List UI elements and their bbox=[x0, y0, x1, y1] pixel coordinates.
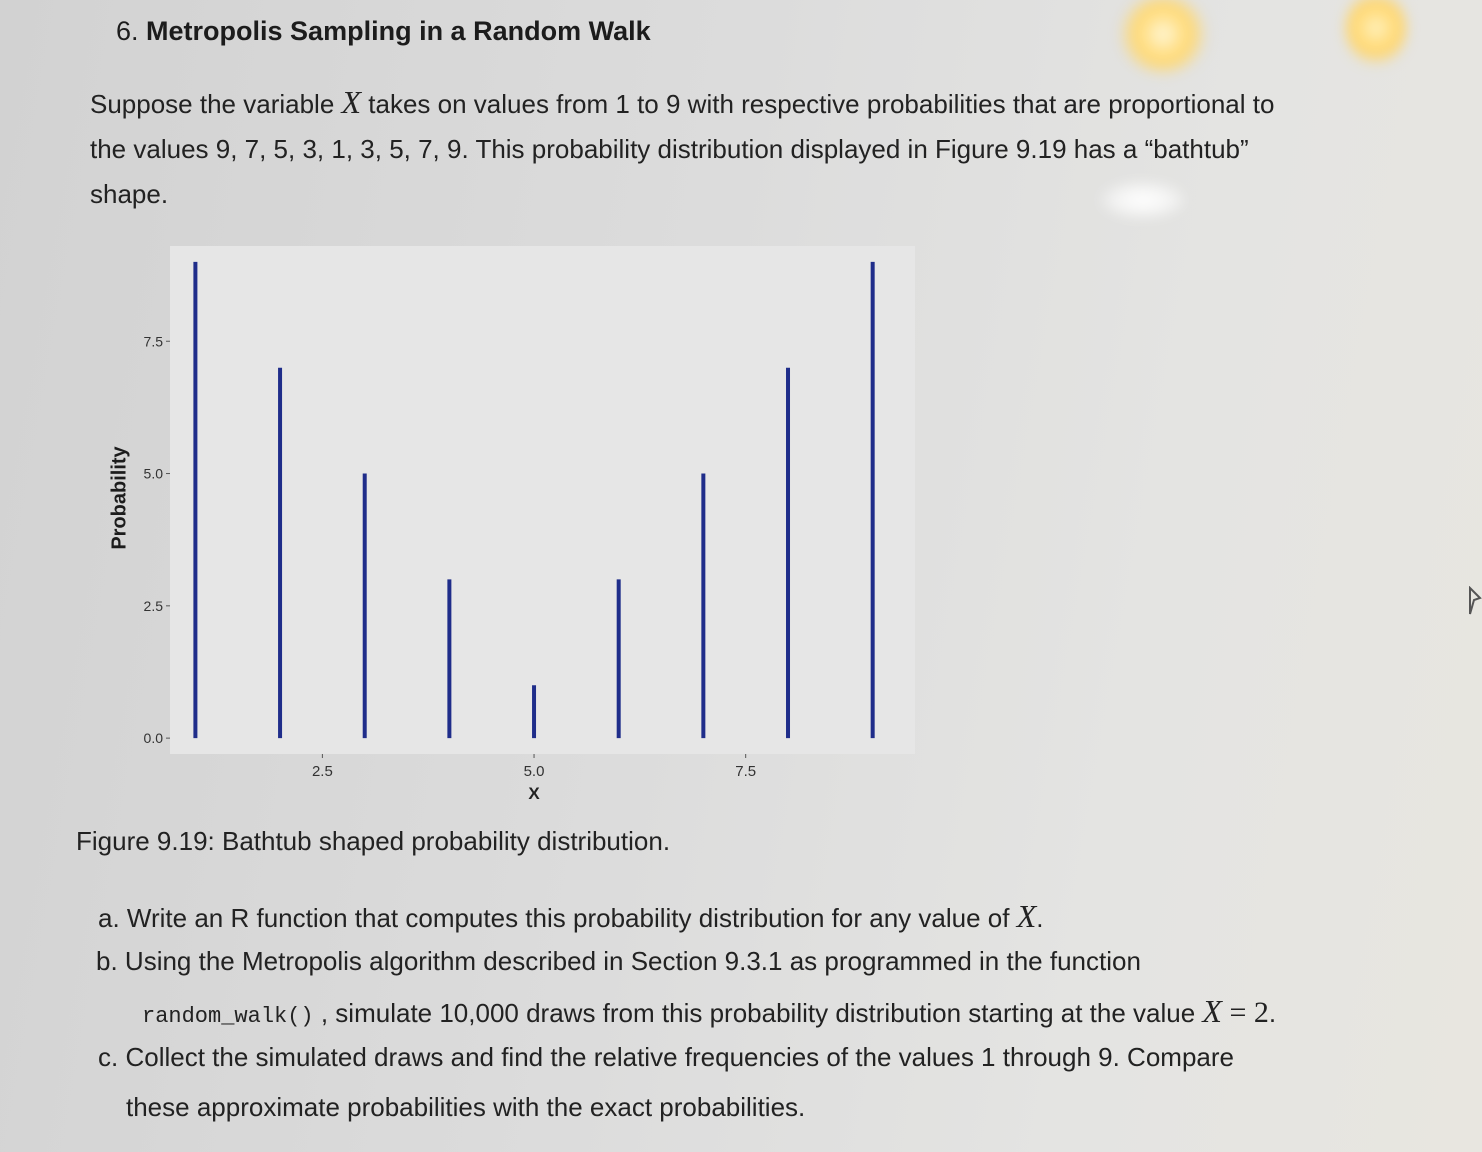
x-tick-label: 2.5 bbox=[311, 763, 333, 780]
x-tick-label: 5.0 bbox=[523, 763, 545, 780]
y-tick-label: 2.5 bbox=[143, 597, 163, 614]
intro-line-1: Suppose the variable X takes on values from 1 to 9 with respective probabilities that are proportional to bbox=[90, 84, 1275, 120]
x-tick-label: 7.5 bbox=[735, 763, 757, 780]
question-b-line-2: random_walk() , simulate 10,000 draws from this probability distribution starting at the value X = 2. bbox=[142, 993, 1277, 1029]
question-b-marker: b. bbox=[96, 946, 118, 976]
section-number: 6. bbox=[116, 16, 139, 46]
figure-caption: Figure 9.19: Bathtub shaped probability distribution. bbox=[76, 826, 671, 856]
section-heading: Metropolis Sampling in a Random Walk bbox=[146, 16, 651, 46]
equation-x-equals-2: X = 2 bbox=[1202, 993, 1269, 1029]
x-axis-label: X bbox=[528, 784, 540, 803]
question-a-marker: a. bbox=[98, 903, 120, 933]
y-tick-label: 0.0 bbox=[143, 730, 163, 747]
intro-line-3: shape. bbox=[90, 179, 169, 209]
variable-x: X bbox=[1016, 898, 1037, 934]
intro-line-2: the values 9, 7, 5, 3, 1, 3, 5, 7, 9. This probability distribution displayed in Figure 9.19 has a “bathtub” bbox=[90, 134, 1249, 164]
y-tick-label: 7.5 bbox=[143, 333, 163, 350]
question-c-marker: c. bbox=[98, 1042, 119, 1072]
variable-x: X bbox=[341, 84, 362, 120]
random-walk-code: random_walk() bbox=[142, 1004, 314, 1029]
cursor-icon bbox=[1468, 586, 1482, 616]
question-b-line-1: b. Using the Metropolis algorithm described in Section 9.3.1 as programmed in the function bbox=[96, 946, 1141, 976]
y-axis-label: Probability bbox=[108, 446, 131, 550]
y-tick-label: 5.0 bbox=[143, 465, 163, 482]
question-a: a. Write an R function that computes this probability distribution for any value of X. bbox=[98, 898, 1044, 934]
question-c-line-2: these approximate probabilities with the exact probabilities. bbox=[126, 1092, 806, 1122]
question-c-line-1: c. Collect the simulated draws and find the relative frequencies of the values 1 through 9. Compare bbox=[98, 1042, 1234, 1072]
